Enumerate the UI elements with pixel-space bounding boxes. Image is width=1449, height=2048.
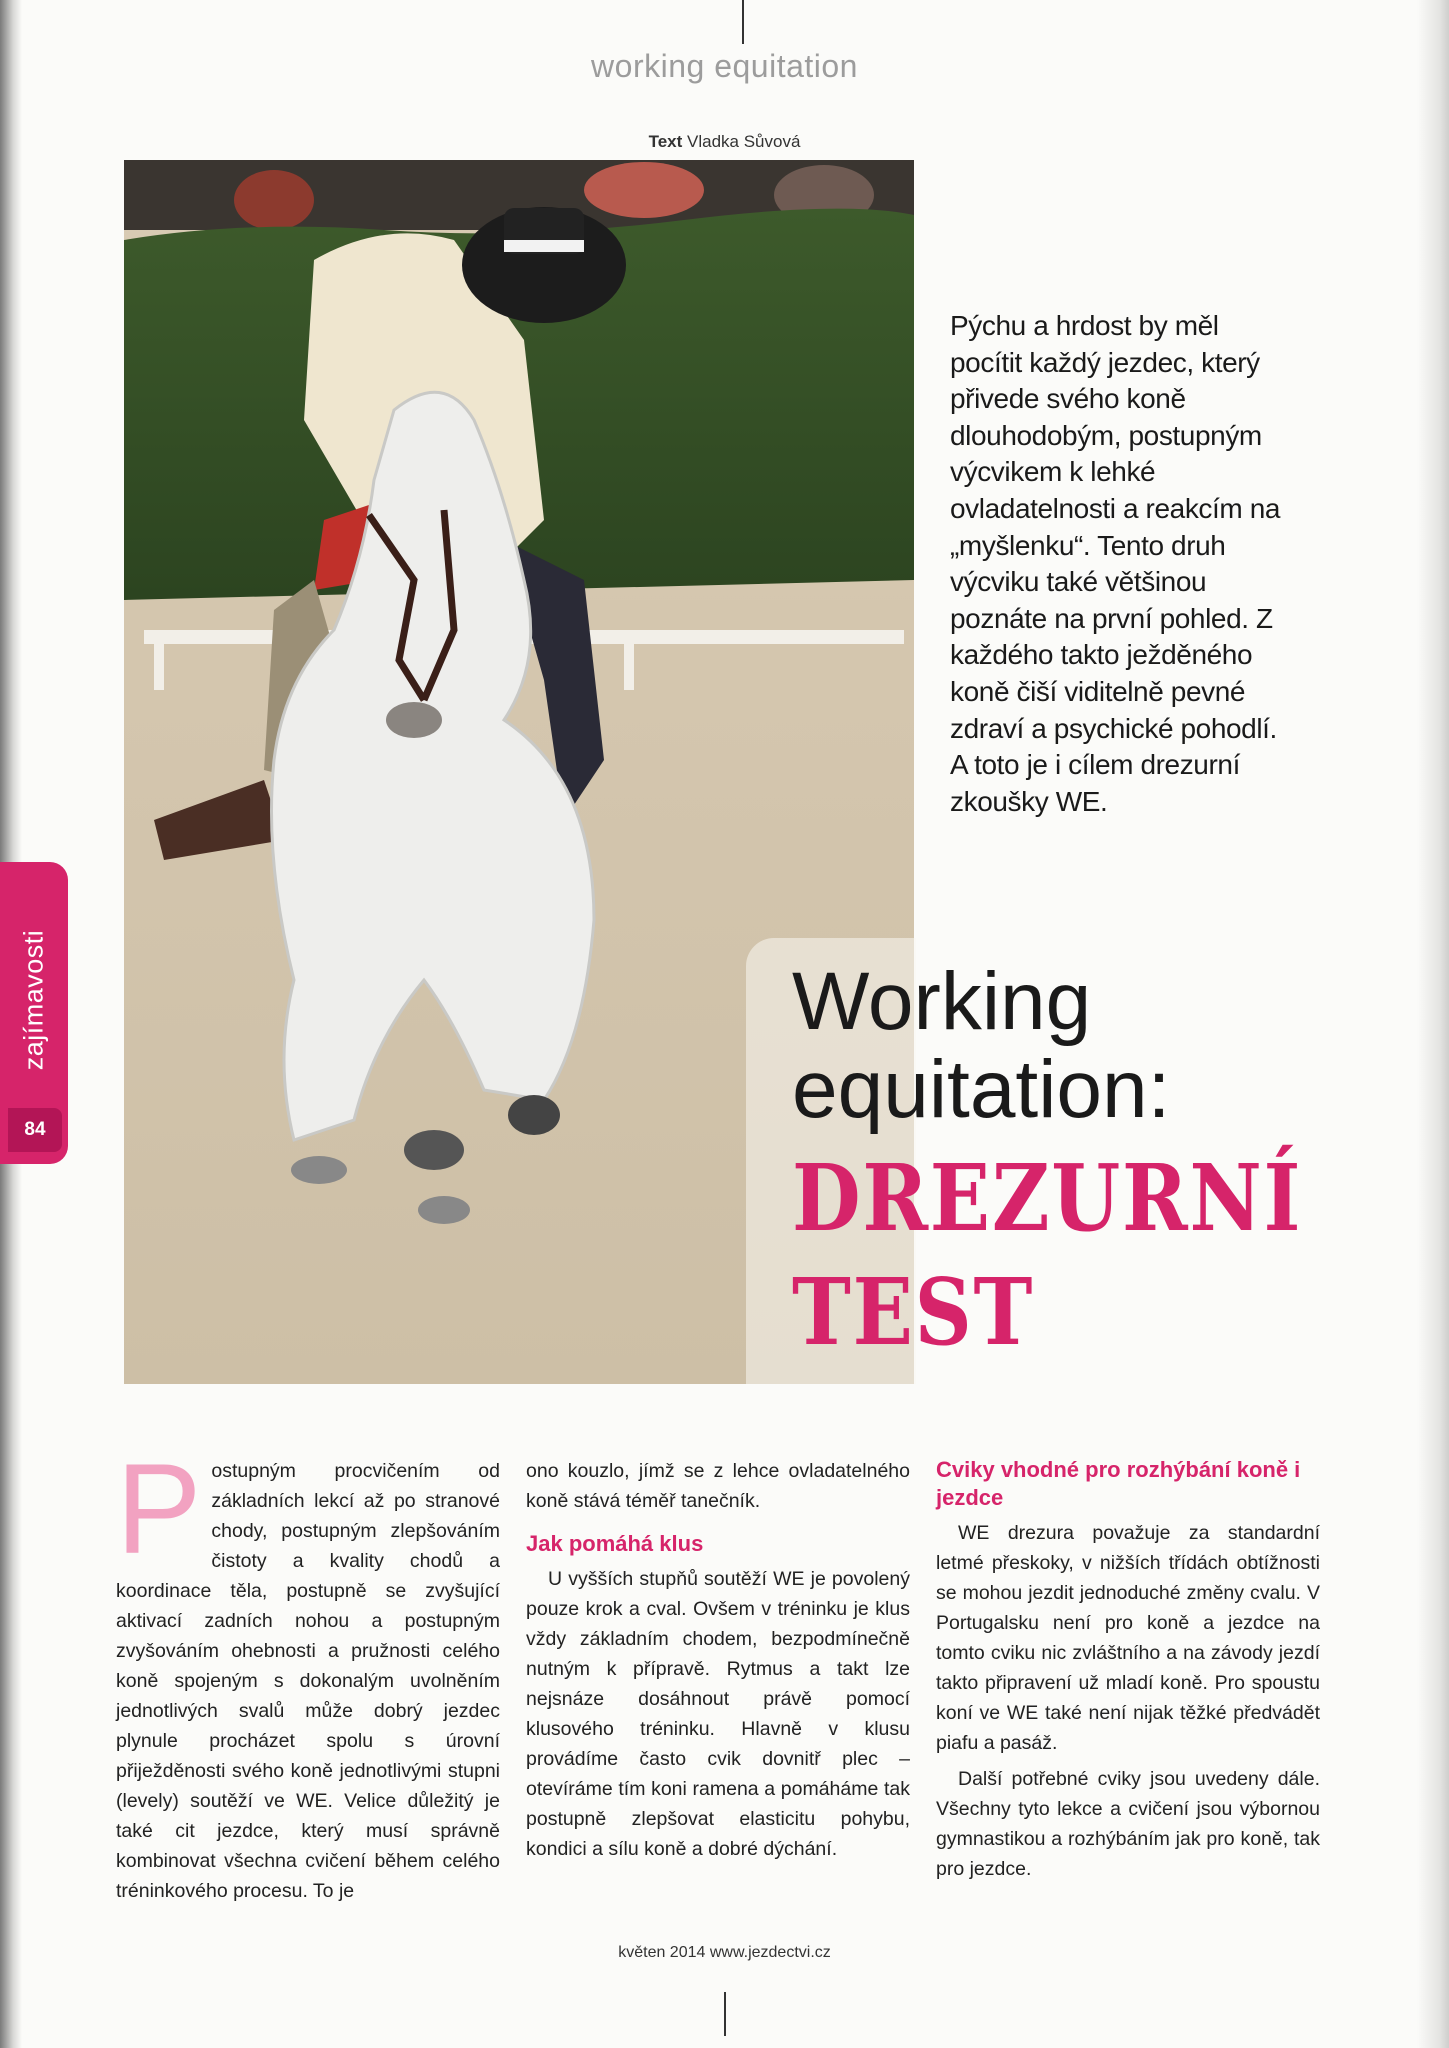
body-paragraph: U vyšších stupňů soutěží WE je povolený pouze krok a cval. Ovšem v tréninku je klus vždy základním chodem, bezpodmínečně nutným k přípravě. Rytmus a takt lze nejsnáze dosáhnout právě pomocí klusového tréninku. Hlavně v klusu provádíme často cvik dovnitř plec – otevíráme tím koni ramena a pomáháme tak postupně zlepšovat elasticitu pohybu, kondici a sílu koně a dobré dýchání. — [526, 1568, 910, 1860]
title-line-3: DREZURNÍ — [792, 1144, 1303, 1252]
side-tab-label: zajímavosti — [18, 929, 49, 1071]
body-paragraph: WE drezura považuje za standardní letmé přeskoky, v nižších třídách obtížnosti se mohou jezdit jednoduché změny cvalu. V Portugalsku není pro koně a jezdce na tomto cviku nic zvláštního a na závody jezdí takto připravení už mladí koně. Pro spoustu koní ve WE také není nijak těžké předvádět piafu a pasáž. — [936, 1522, 1320, 1754]
page-number: 84 — [8, 1108, 62, 1152]
title-line-4: TEST — [792, 1258, 1035, 1366]
drop-cap: P — [116, 1438, 202, 1581]
subheading: Cviky vhodné pro rozhýbání koně i jezdce — [936, 1457, 1301, 1510]
body-paragraph: Další potřebné cviky jsou uvedeny dále. Všechny tyto lekce a cvičení jsou výbornou gymnastikou a rozhýbáním jak pro koně, tak pro jezdce. — [936, 1768, 1320, 1880]
body-paragraph: ostupným procvičením od základních lekcí až po stranové chody, postupným zlepšováním čistoty a kvality chodů a koordinace těla, postupně se zvyšující aktivací zadních nohou a postupným zvyšováním ohebnosti a pružnosti celého koně spojeným s dokonalým uvolněním jednotlivých svalů může dobrý jezdec plynule procházet spolu s úrovní přiježděnosti svého koně jednotlivými stupni (levely) soutěží ve WE. Velice důležitý je také cit jezdce, který musí správně kombinovat všechna cvičení během celého tréninkového procesu. To je — [116, 1460, 500, 1902]
bottom-divider-rule — [724, 1992, 726, 2036]
byline-label: Text — [648, 132, 683, 151]
top-divider-rule — [742, 0, 744, 44]
lead-paragraph: Pýchu a hrdost by měl pocítit každý jezdec, který přivede svého koně dlouhodobým, postupným výcvikem k lehké ovladatelnosti a reakcím na „myšlenku“. Tento druh výcviku také většinou poznáte na první pohled. Z každého takto ježděného koně čiší viditelně pevné zdraví a psychické pohodlí. A toto je i cílem drezurní zkoušky WE. — [950, 310, 1281, 817]
body-column-3 — [936, 1456, 1320, 1890]
page-edge-shadow — [1417, 0, 1449, 2048]
byline — [0, 132, 1449, 152]
byline-author: Vladka Sůvová — [687, 132, 801, 151]
body-column-1 — [116, 1438, 500, 1912]
body-column-2 — [526, 1456, 910, 1870]
title-line-2: equitation: — [792, 1044, 1171, 1135]
page-footer: květen 2014 www.jezdectvi.cz — [618, 1944, 831, 1961]
body-paragraph-continuation: ono kouzlo, jímž se z lehce ovladatelného koně stává téměř tanečník. — [526, 1460, 910, 1512]
subheading: Jak pomáhá klus — [526, 1531, 704, 1556]
section-header: working equitation — [591, 48, 858, 84]
title-line-1: Working — [792, 956, 1092, 1047]
